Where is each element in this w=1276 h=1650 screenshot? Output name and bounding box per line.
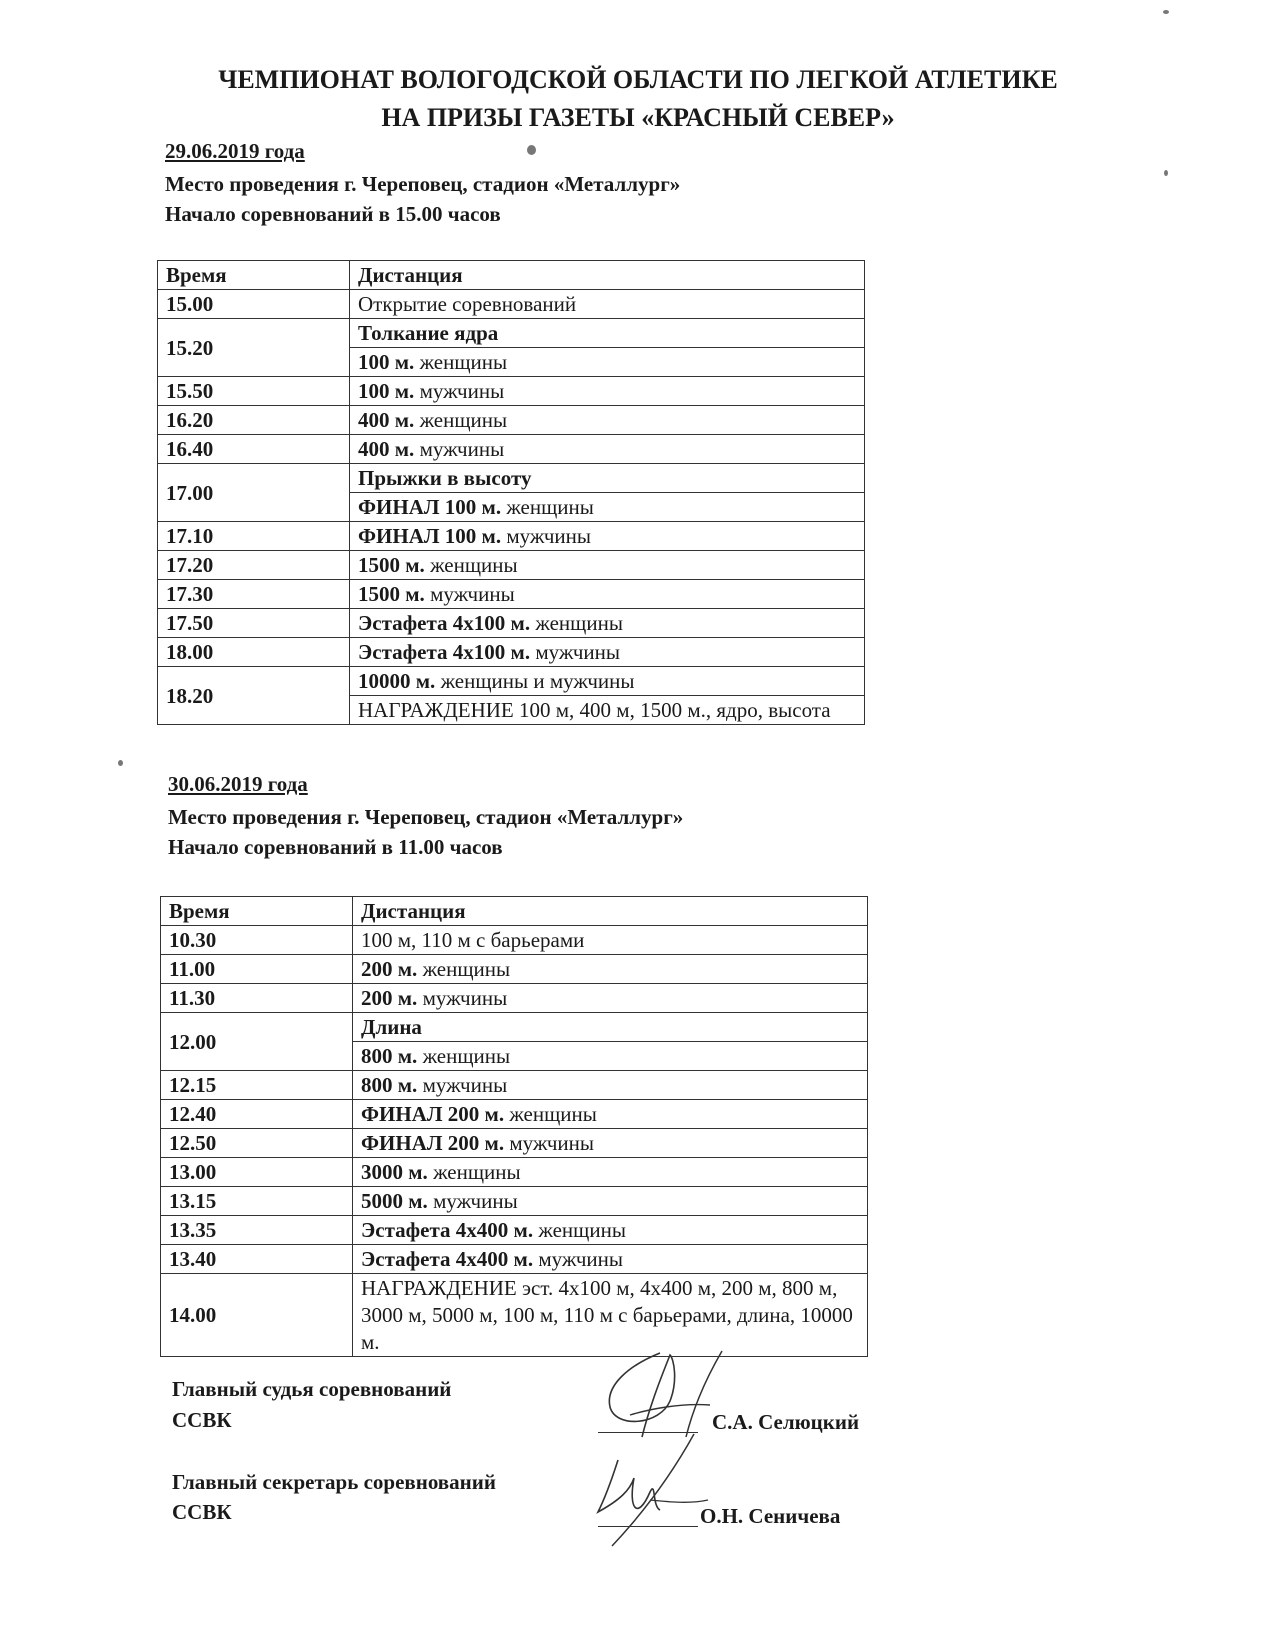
event-name-text: женщины [504, 1102, 597, 1126]
event-name [350, 493, 865, 522]
event-name-text: женщины [414, 350, 508, 374]
event-name [353, 1042, 868, 1071]
table-row [161, 1100, 868, 1129]
event-name [350, 348, 865, 377]
event-time: 18.00 [158, 638, 350, 667]
table-row [158, 638, 865, 667]
event-name [353, 1187, 868, 1216]
table-row [158, 464, 865, 493]
scan-speck [1163, 10, 1169, 14]
event-name-text: женщины [501, 495, 594, 519]
day1-date: 29.06.2019 года [165, 139, 305, 163]
event-name-bold: ФИНАЛ 100 м. [358, 524, 502, 548]
event-name-bold: Эстафета 4х400 м. [361, 1218, 534, 1242]
event-name-bold: Длина [361, 1015, 422, 1039]
table-row [161, 1158, 868, 1187]
event-name-bold: ФИНАЛ 100 м. [358, 495, 502, 519]
event-time: 13.35 [161, 1216, 353, 1245]
table-row [158, 580, 865, 609]
table-row [158, 435, 865, 464]
event-name-bold: 100 м. [358, 379, 415, 403]
event-name-text: женщины [427, 1160, 521, 1184]
secretary-org: ССВК [172, 1500, 232, 1524]
table-row [158, 290, 865, 319]
secretary-signature-icon [590, 1430, 720, 1550]
event-name [350, 522, 865, 551]
event-name-bold: 3000 м. [361, 1160, 428, 1184]
scan-speck [1164, 170, 1168, 176]
day1-venue: Место проведения г. Череповец, стадион «Металлург» [165, 172, 681, 196]
table-row [161, 984, 868, 1013]
event-name-text: женщины [530, 611, 623, 635]
scan-speck [527, 145, 536, 155]
event-time: 12.50 [161, 1129, 353, 1158]
event-name-bold: ФИНАЛ 200 м. [361, 1131, 505, 1155]
day2-schedule-table [160, 896, 868, 1357]
table-row [161, 1187, 868, 1216]
event-name [350, 319, 865, 348]
event-name-text: женщины и мужчины [435, 669, 635, 693]
event-time: 11.30 [161, 984, 353, 1013]
day2-venue: Место проведения г. Череповец, стадион «Металлург» [168, 805, 684, 829]
event-name-bold: 400 м. [358, 437, 415, 461]
event-name [350, 609, 865, 638]
event-time: 17.00 [158, 464, 350, 522]
table-row [161, 955, 868, 984]
table-header-row [161, 897, 868, 926]
table-row [158, 551, 865, 580]
event-time: 12.00 [161, 1013, 353, 1071]
event-name-bold: 5000 м. [361, 1189, 428, 1213]
day1-start-time: Начало соревнований в 15.00 часов [165, 202, 501, 226]
event-name [353, 1129, 868, 1158]
day1-schedule-table [157, 260, 865, 725]
event-name-bold: 100 м. [358, 350, 415, 374]
judge-org: ССВК [172, 1408, 232, 1432]
judge-role: Главный судья соревнований [172, 1377, 452, 1401]
table-row [158, 319, 865, 348]
event-name-text: мужчины [414, 379, 505, 403]
event-name [350, 580, 865, 609]
event-name-bold: Прыжки в высоту [358, 466, 532, 490]
table-row [161, 1013, 868, 1042]
event-name-text: 100 м, 110 м с барьерами [361, 928, 585, 952]
table-row [158, 667, 865, 696]
event-name-text: НАГРАЖДЕНИЕ 100 м, 400 м, 1500 м., ядро, высота [358, 698, 831, 722]
event-name-text: мужчины [530, 640, 621, 664]
table-row [158, 609, 865, 638]
event-name [350, 667, 865, 696]
day1-schedule-body [158, 261, 865, 725]
event-name-bold: 200 м. [361, 957, 418, 981]
event-name [350, 638, 865, 667]
event-name [350, 464, 865, 493]
event-name [353, 1071, 868, 1100]
event-name [353, 1013, 868, 1042]
event-name-bold: 400 м. [358, 408, 415, 432]
secretary-name: О.Н. Сеничева [700, 1504, 841, 1528]
event-name [353, 1100, 868, 1129]
event-name [353, 984, 868, 1013]
table-row [158, 406, 865, 435]
scan-speck [118, 760, 123, 766]
judge-name: С.А. Селюцкий [712, 1410, 860, 1434]
event-name-bold: 200 м. [361, 986, 418, 1010]
table-row [161, 1129, 868, 1158]
event-time: 15.00 [158, 290, 350, 319]
event-name-bold: Эстафета 4х400 м. [361, 1247, 534, 1271]
event-name-bold: Эстафета 4х100 м. [358, 611, 531, 635]
table-row [158, 377, 865, 406]
table-row [158, 522, 865, 551]
event-name-text: женщины [417, 957, 511, 981]
table-header-row [158, 261, 865, 290]
table-row [161, 1245, 868, 1274]
event-time: 13.00 [161, 1158, 353, 1187]
event-time: 17.50 [158, 609, 350, 638]
day2-start-time: Начало соревнований в 11.00 часов [168, 835, 503, 859]
table-row [161, 926, 868, 955]
event-name-text: женщины [533, 1218, 626, 1242]
event-time: 17.20 [158, 551, 350, 580]
event-name-bold: 1500 м. [358, 553, 425, 577]
day2-schedule-body [161, 897, 868, 1357]
event-name-text: мужчины [427, 1189, 518, 1213]
event-name-text: мужчины [417, 1073, 508, 1097]
event-name-text: женщины [414, 408, 508, 432]
event-name [350, 435, 865, 464]
event-name [350, 377, 865, 406]
event-name-text: мужчины [424, 582, 515, 606]
secretary-role: Главный секретарь соревнований [172, 1470, 496, 1494]
event-name-text: мужчины [501, 524, 591, 548]
event-name [350, 406, 865, 435]
event-time: 17.10 [158, 522, 350, 551]
event-time: 17.30 [158, 580, 350, 609]
event-name [350, 696, 865, 725]
document-title-line-2: НА ПРИЗЫ ГАЗЕТЫ «КРАСНЫЙ СЕВЕР» [381, 103, 895, 132]
event-time: 13.15 [161, 1187, 353, 1216]
event-name-text: мужчины [504, 1131, 594, 1155]
column-header-time: Время [158, 261, 350, 290]
event-name-text: НАГРАЖДЕНИЕ эст. 4х100 м, 4х400 м, 200 м, 800 м, 3000 м, 5000 м, 100 м, 110 м с барьерами, длина, 10000 м. [361, 1276, 853, 1354]
event-name [353, 1216, 868, 1245]
event-time: 15.50 [158, 377, 350, 406]
event-name-bold: 10000 м. [358, 669, 436, 693]
day2-date: 30.06.2019 года [168, 772, 308, 796]
event-time: 16.40 [158, 435, 350, 464]
event-time: 18.20 [158, 667, 350, 725]
event-time: 16.20 [158, 406, 350, 435]
event-name [353, 1158, 868, 1187]
event-name [353, 955, 868, 984]
event-name-text: мужчины [533, 1247, 624, 1271]
event-name-bold: 1500 м. [358, 582, 425, 606]
event-name [353, 1245, 868, 1274]
event-time: 13.40 [161, 1245, 353, 1274]
document-title-line-1: ЧЕМПИОНАТ ВОЛОГОДСКОЙ ОБЛАСТИ ПО ЛЕГКОЙ АТЛЕТИКЕ [218, 65, 1058, 94]
event-name-text: мужчины [417, 986, 508, 1010]
event-name-text: Открытие соревнований [358, 292, 577, 316]
event-time: 12.40 [161, 1100, 353, 1129]
column-header-distance: Дистанция [353, 897, 868, 926]
event-name-text: женщины [417, 1044, 511, 1068]
event-time: 12.15 [161, 1071, 353, 1100]
event-name-bold: Эстафета 4х100 м. [358, 640, 531, 664]
event-time: 11.00 [161, 955, 353, 984]
table-row [161, 1274, 868, 1357]
event-time: 10.30 [161, 926, 353, 955]
table-row [161, 1071, 868, 1100]
event-name-bold: ФИНАЛ 200 м. [361, 1102, 505, 1126]
event-name [350, 290, 865, 319]
event-time: 15.20 [158, 319, 350, 377]
column-header-distance: Дистанция [350, 261, 865, 290]
event-time: 14.00 [161, 1274, 353, 1357]
column-header-time: Время [161, 897, 353, 926]
event-name [350, 551, 865, 580]
event-name-text: женщины [424, 553, 518, 577]
table-row [161, 1216, 868, 1245]
event-name-bold: 800 м. [361, 1044, 418, 1068]
event-name [353, 926, 868, 955]
event-name-bold: 800 м. [361, 1073, 418, 1097]
event-name-text: мужчины [414, 437, 505, 461]
event-name-bold: Толкание ядра [358, 321, 499, 345]
